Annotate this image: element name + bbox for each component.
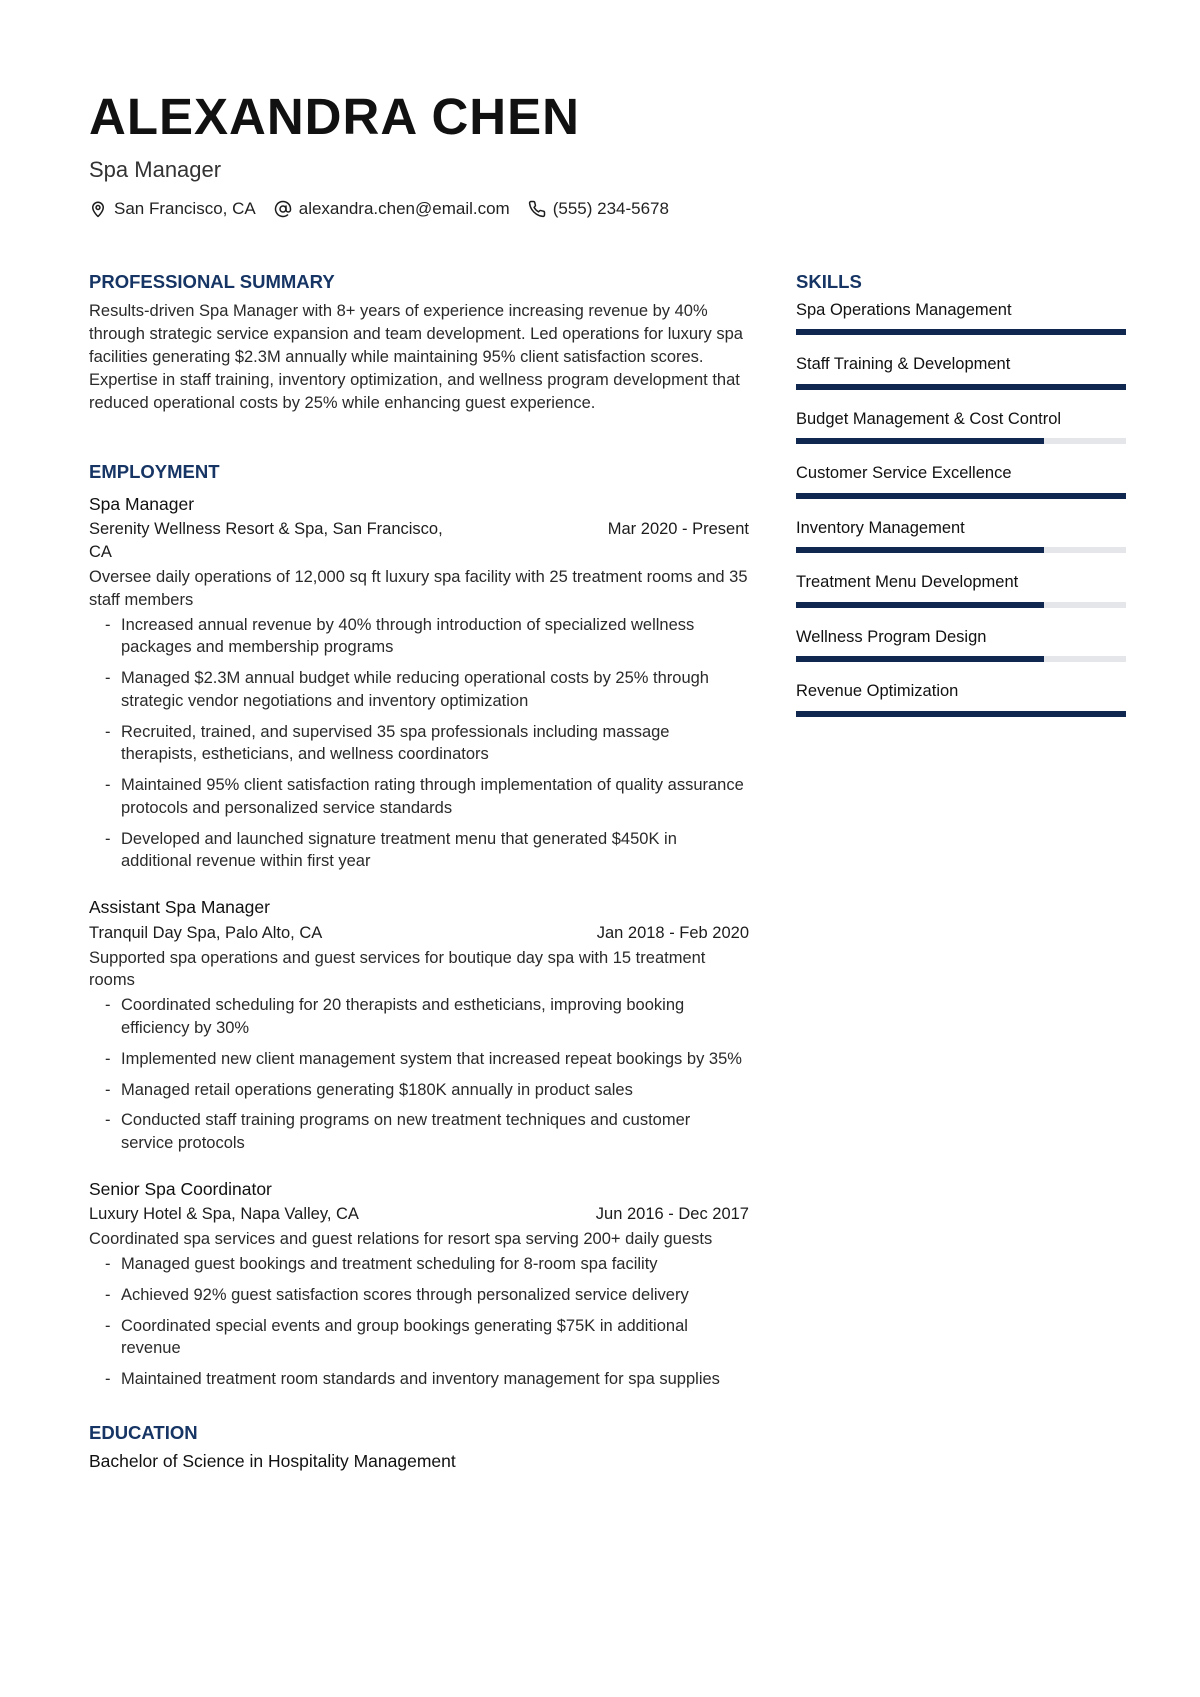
- skill-item: [796, 572, 1126, 607]
- employment-heading: EMPLOYMENT: [89, 460, 220, 482]
- skill-item: [796, 300, 1126, 335]
- job-title: Spa Manager: [89, 493, 195, 514]
- job-description: Oversee daily operations of 12,000 sq ft luxury spa facility with 25 treatment rooms and 35 staff members: [89, 567, 748, 609]
- bullet-text: Coordinated special events and group bookings generating $75K in additional revenue: [121, 1316, 688, 1358]
- at-sign-icon: [274, 200, 292, 218]
- bullet-text: Implemented new client management system that increased repeat bookings by 35%: [121, 1049, 742, 1068]
- job-bullet: - Coordinated special events and group bookings generating $75K in additional revenue: [105, 1316, 688, 1358]
- summary-heading: PROFESSIONAL SUMMARY: [89, 271, 335, 292]
- skills-list: [796, 300, 1126, 717]
- job-bullet: - Managed $2.3M annual budget while reducing operational costs by 25% through strategic vendor negotiations and inventory optimization: [105, 669, 709, 710]
- skill-name: Staff Training & Development: [796, 355, 1011, 374]
- skill-item: [796, 681, 1126, 716]
- bullet-text: Developed and launched signature treatment menu that generated $450K in additional revenue within first year: [121, 829, 677, 871]
- skill-name: Spa Operations Management: [796, 301, 1012, 320]
- bullet-text: Maintained 95% client satisfaction rating through implementation of quality assurance protocols and personalized service standards: [121, 776, 744, 817]
- job-bullet: - Maintained treatment room standards and inventory management for spa supplies: [105, 1370, 720, 1389]
- skill-level-fill: [796, 438, 1044, 444]
- skill-level-bar: [796, 602, 1126, 608]
- bullet-text: Managed retail operations generating $180K annually in product sales: [121, 1080, 633, 1099]
- phone-text[interactable]: (555) 234-5678: [552, 198, 669, 218]
- job-bullet: - Managed guest bookings and treatment scheduling for 8-room spa facility: [105, 1255, 658, 1274]
- skill-item: [796, 409, 1126, 444]
- bullet-text: Recruited, trained, and supervised 35 spa professionals including massage therapists, estheticians, and wellness coordinators: [121, 722, 670, 764]
- job-entry: [89, 895, 749, 1155]
- skill-name: Wellness Program Design: [796, 627, 987, 646]
- job-dates: Jan 2018 - Feb 2020: [596, 923, 749, 942]
- job-bullet: - Managed retail operations generating $180K annually in product sales: [105, 1080, 633, 1099]
- skill-level-bar: [796, 384, 1126, 390]
- job-company: Luxury Hotel & Spa, Napa Valley, CA: [89, 1205, 359, 1224]
- contact-location: [89, 199, 256, 219]
- job-bullet: - Increased annual revenue by 40% through introduction of specialized wellness packages and membership programs: [105, 615, 695, 657]
- bullet-text: Increased annual revenue by 40% through introduction of specialized wellness packages and membership programs: [121, 615, 695, 657]
- job-description: Coordinated spa services and guest relations for resort spa serving 200+ daily guests: [89, 1230, 713, 1249]
- job-bullet: - Conducted staff training programs on new treatment techniques and customer service protocols: [105, 1111, 691, 1153]
- main-column: [89, 270, 749, 1472]
- job-bullet: - Achieved 92% guest satisfaction scores through personalized service delivery: [105, 1285, 689, 1304]
- skill-level-fill: [796, 602, 1044, 608]
- skill-level-fill: [796, 711, 1126, 717]
- job-company: Tranquil Day Spa, Palo Alto, CA: [89, 923, 323, 942]
- contact-phone[interactable]: [528, 199, 669, 219]
- skill-level-bar: [796, 547, 1126, 553]
- skills-section: [796, 270, 1126, 717]
- job-bullet: - Recruited, trained, and supervised 35 spa professionals including massage therapists, estheticians, and wellness coordinators: [105, 722, 670, 764]
- degree-title: Bachelor of Science in Hospitality Management: [89, 1451, 456, 1471]
- bullet-text: Maintained treatment room standards and inventory management for spa supplies: [121, 1370, 720, 1389]
- job-entry: [89, 1177, 749, 1391]
- job-bullets: [89, 994, 749, 1155]
- education-section: [89, 1421, 749, 1472]
- skill-name: Budget Management & Cost Control: [796, 409, 1062, 428]
- job-meta: [89, 518, 749, 564]
- education-heading: EDUCATION: [89, 1421, 198, 1443]
- skill-level-bar: [796, 493, 1126, 499]
- skill-name: Inventory Management: [796, 518, 965, 537]
- skill-item: [796, 518, 1126, 553]
- summary-text: Results-driven Spa Manager with 8+ years of experience increasing revenue by 40% through strategic service expansion and team development. Led operations for luxury spa facilities generating $2.3M annually while maintaining 95% client satisfaction scores. Expertise in staff training, inventory optimization, and wellness program development that reduced operational costs by 25% while enhancing guest experience.: [89, 302, 743, 412]
- skill-level-fill: [796, 329, 1126, 335]
- email-text[interactable]: alexandra.chen@email.com: [298, 198, 510, 218]
- sidebar-column: [796, 270, 1126, 736]
- skill-level-fill: [796, 493, 1126, 499]
- job-bullet: - Coordinated scheduling for 20 therapists and estheticians, improving booking efficiency by 30%: [105, 996, 685, 1038]
- job-bullet: - Maintained 95% client satisfaction rating through implementation of quality assurance protocols and personalized service standards: [105, 776, 744, 817]
- skill-item: [796, 463, 1126, 498]
- job-dates: Jun 2016 - Dec 2017: [595, 1205, 749, 1224]
- skill-level-fill: [796, 656, 1044, 662]
- skill-level-bar: [796, 438, 1126, 444]
- summary-section: [89, 270, 749, 415]
- skill-level-fill: [796, 384, 1126, 390]
- skill-level-bar: [796, 329, 1126, 335]
- employment-section: [89, 460, 749, 1391]
- skill-level-bar: [796, 656, 1126, 662]
- contact-email[interactable]: [274, 199, 510, 219]
- bullet-text: Managed guest bookings and treatment scheduling for 8-room spa facility: [121, 1255, 658, 1274]
- bullet-text: Conducted staff training programs on new treatment techniques and customer service protocols: [121, 1111, 691, 1153]
- job-bullets: [89, 1253, 749, 1391]
- bullet-text: Managed $2.3M annual budget while reducing operational costs by 25% through strategic vendor negotiations and inventory optimization: [121, 669, 709, 710]
- location-text: San Francisco, CA: [114, 198, 256, 218]
- candidate-name: ALEXANDRA CHEN: [89, 88, 580, 145]
- skills-heading: SKILLS: [796, 271, 862, 292]
- job-title: Senior Spa Coordinator: [89, 1178, 272, 1199]
- job-dates: Mar 2020 - Present: [607, 520, 749, 539]
- skill-name: Treatment Menu Development: [796, 573, 1019, 592]
- job-description: Supported spa operations and guest services for boutique day spa with 15 treatment rooms: [89, 948, 706, 990]
- bullet-text: Coordinated scheduling for 20 therapists and estheticians, improving booking efficiency by 30%: [121, 996, 685, 1038]
- job-title: Assistant Spa Manager: [89, 897, 270, 918]
- resume-header: [89, 88, 1129, 219]
- phone-icon: [528, 200, 546, 218]
- bullet-text: Achieved 92% guest satisfaction scores through personalized service delivery: [121, 1285, 689, 1304]
- job-bullet: - Implemented new client management system that increased repeat bookings by 35%: [105, 1049, 742, 1068]
- job-bullets: [89, 614, 749, 874]
- skill-name: Customer Service Excellence: [796, 464, 1012, 483]
- job-bullet: - Developed and launched signature treatment menu that generated $450K in additional revenue within first year: [105, 829, 677, 871]
- skill-name: Revenue Optimization: [796, 682, 959, 701]
- job-entry: [89, 492, 749, 874]
- contact-info: [89, 199, 1129, 219]
- skill-level-fill: [796, 547, 1044, 553]
- location-pin-icon: [89, 200, 107, 218]
- job-company: Serenity Wellness Resort & Spa, San Francisco, CA: [89, 520, 443, 561]
- candidate-title: Spa Manager: [89, 156, 222, 182]
- skill-level-bar: [796, 711, 1126, 717]
- skill-item: [796, 627, 1126, 662]
- skill-item: [796, 354, 1126, 389]
- job-meta: [89, 1203, 749, 1226]
- job-meta: [89, 922, 749, 945]
